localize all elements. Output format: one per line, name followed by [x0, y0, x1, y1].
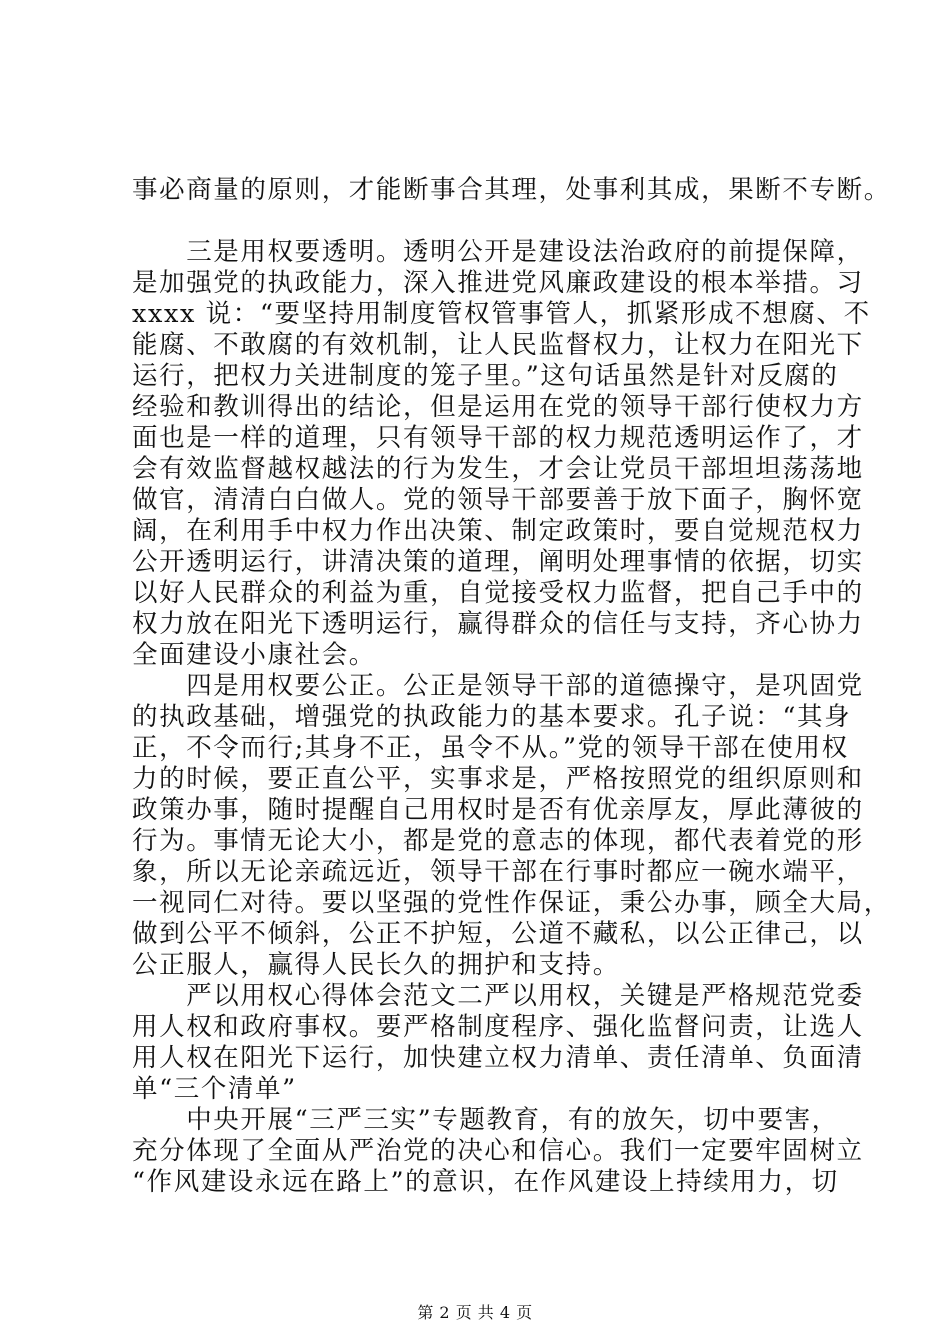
text-line: 经验和教训得出的结论，但是运用在党的领导干部行使权力方: [132, 392, 864, 422]
text-line: 能腐、不敢腐的有效机制，让人民监督权力，让权力在阳光下: [132, 330, 864, 360]
text-line: 阔，在利用手中权力作出决策、制定政策时，要自觉规范权力: [132, 516, 864, 546]
text-line: “作风建设永远在路上”的意识，在作风建设上持续用力，切: [132, 1167, 839, 1197]
text-line: 力的时候，要正直公平，实事求是，严格按照党的组织原则和: [132, 764, 864, 794]
text-line: 中央开展“三严三实”专题教育，有的放矢，切中要害，: [132, 1105, 839, 1135]
text-line: 严以用权心得体会范文二严以用权，关键是严格规范党委: [132, 981, 864, 1011]
text-line: 一视同仁对待。要以坚强的党性作保证，秉公办事，顾全大局，: [132, 888, 891, 918]
text-line: 会有效监督越权越法的行为发生，才会让党员干部坦坦荡荡地: [132, 454, 864, 484]
body-text: [132, 237, 891, 1198]
text-line: 事必商量的原则，才能断事合其理，处事利其成，果断不专断。: [132, 175, 891, 205]
text-line: 充分体现了全面从严治党的决心和信心。我们一定要牢固树立: [132, 1136, 864, 1166]
text-line: 政策办事，随时提醒自己用权时是否有优亲厚友，厚此薄彼的: [132, 795, 864, 825]
text-line: 三是用权要透明。透明公开是建设法治政府的前提保障，: [132, 237, 864, 267]
text-line: 权力放在阳光下透明运行，赢得群众的信任与支持，齐心协力: [132, 609, 864, 639]
text-line: 单“三个清单”: [132, 1074, 297, 1104]
paragraph-continuation: [132, 175, 891, 206]
text-line: xxxx 说：“要坚持用制度管权管事管人，抓紧形成不想腐、不: [132, 299, 871, 329]
text-line: 四是用权要公正。公正是领导干部的道德操守，是巩固党: [132, 671, 864, 701]
text-line: 是加强党的执政能力，深入推进党风廉政建设的根本举措。习: [132, 268, 864, 298]
text-line: 公开透明运行，讲清决策的道理，阐明处理事情的依据，切实: [132, 547, 864, 577]
text-line: 正，不令而行;其身不正，虽令不从。”党的领导干部在使用权: [132, 733, 849, 763]
text-line: 用人权和政府事权。要严格制度程序、强化监督问责，让选人: [132, 1012, 864, 1042]
text-line: 全面建设小康社会。: [132, 640, 376, 670]
text-line: 以好人民群众的利益为重，自觉接受权力监督，把自己手中的: [132, 578, 864, 608]
text-line: 面也是一样的道理，只有领导干部的权力规范透明运作了，才: [132, 423, 864, 453]
text-line: 公正服人，赢得人民长久的拥护和支持。: [132, 950, 620, 980]
text-line: 的执政基础，增强党的执政能力的基本要求。孔子说：“其身: [132, 702, 852, 732]
page-footer: 第 2 页 共 4 页: [417, 1303, 533, 1322]
text-line: 行为。事情无论大小，都是党的意志的体现，都代表着党的形: [132, 826, 864, 856]
text-line: 用人权在阳光下运行，加快建立权力清单、责任清单、负面清: [132, 1043, 864, 1073]
text-line: 象，所以无论亲疏远近，领导干部在行事时都应一碗水端平，: [132, 857, 864, 887]
text-line: 做到公平不倾斜，公正不护短，公道不藏私，以公正律己，以: [132, 919, 864, 949]
text-line: 运行，把权力关进制度的笼子里。”这句话虽然是针对反腐的: [132, 361, 839, 391]
text-line: 做官，清清白白做人。党的领导干部要善于放下面子，胸怀宽: [132, 485, 864, 515]
